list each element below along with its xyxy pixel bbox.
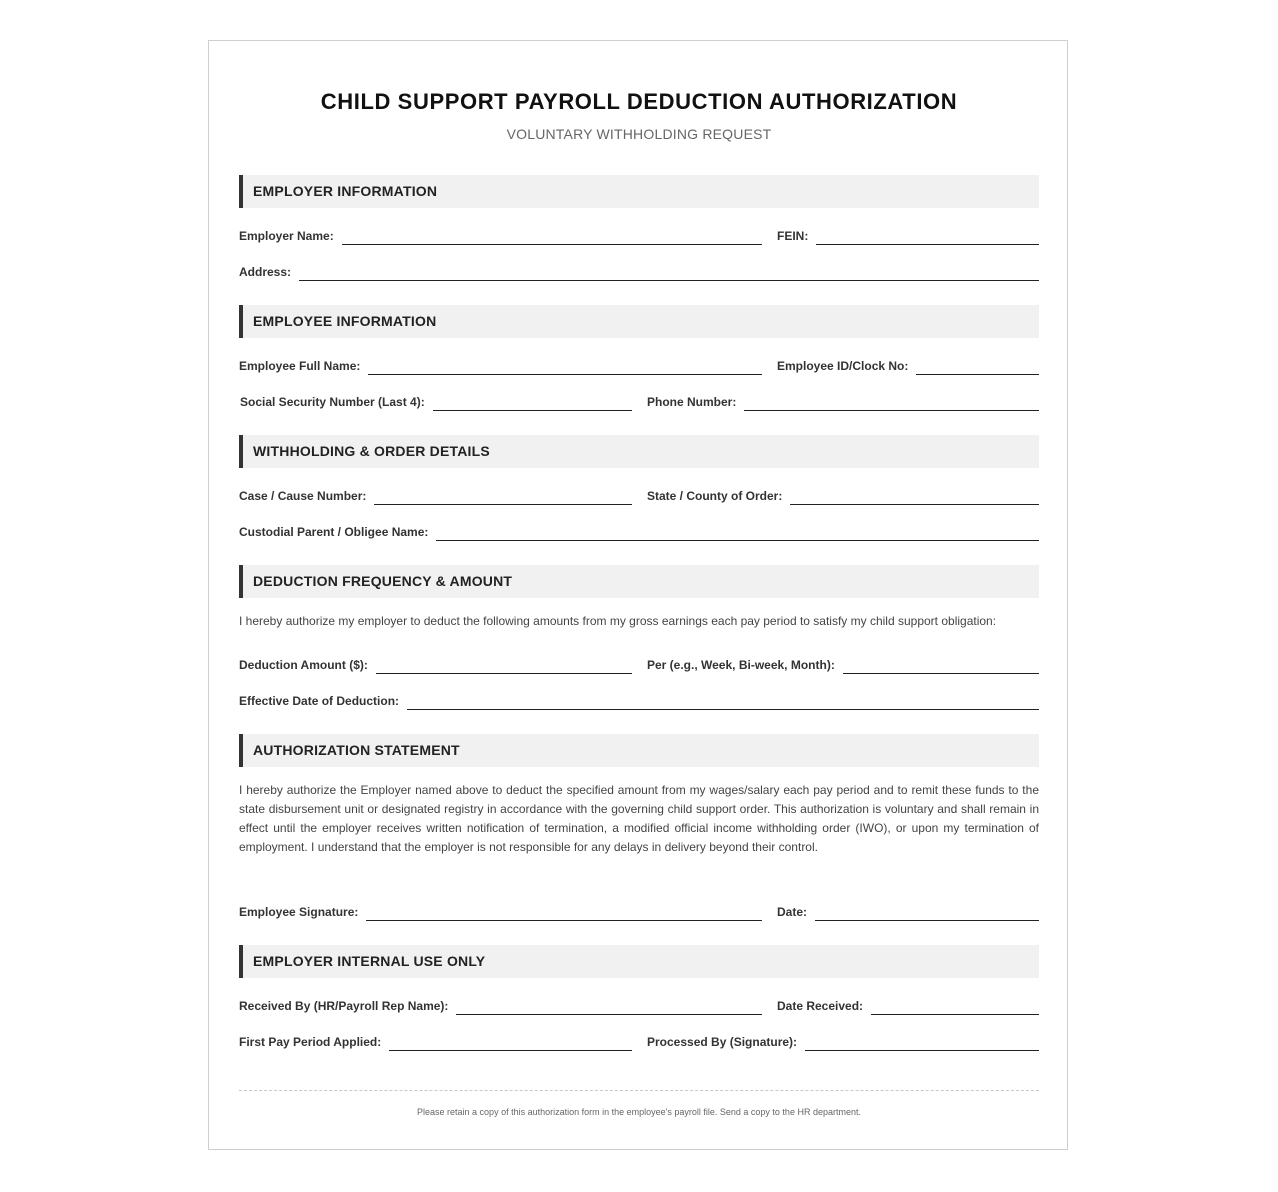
- deduction-intro-text: I hereby authorize my employer to deduct the following amounts from my gross earnings each pay period to satisfy my child support obligation:: [239, 614, 997, 628]
- deduction-amount-line[interactable]: [376, 655, 632, 674]
- row-pay-period-processed: [239, 1030, 1039, 1050]
- effective-date-field: [239, 689, 1039, 709]
- received-by-label: Received By (HR/Payroll Rep Name):: [239, 999, 449, 1013]
- employer-name-label: Employer Name:: [239, 229, 334, 243]
- first-pay-period-field: [239, 1030, 632, 1050]
- authorization-statement-text: I hereby authorize the Employer named above to deduct the specified amount from my wages/salary each pay period and to remit these funds to the state disbursement unit or designated registry in accordance with the governing child support order. This authorization is voluntary and shall remain in effect until the employer receives written notification of termination, a modified official income withholding order (IWO), or upon my termination of employment. I understand that the employer is not responsible for any delays in delivery beyond their control.: [239, 783, 1039, 854]
- address-field: [239, 260, 1039, 280]
- ssn-line[interactable]: [433, 392, 632, 411]
- employer-name-line[interactable]: [342, 226, 762, 245]
- row-signature-date: [239, 900, 1039, 920]
- section-authorization-statement: AUTHORIZATION STATEMENT: [239, 734, 1039, 767]
- case-number-field: [239, 484, 632, 504]
- phone-label: Phone Number:: [647, 395, 737, 409]
- signature-date-field: [777, 900, 1039, 920]
- fein-label: FEIN:: [777, 229, 809, 243]
- employee-signature-line[interactable]: [366, 902, 762, 921]
- address-label: Address:: [239, 265, 292, 279]
- phone-field: [647, 390, 1039, 410]
- state-county-label: State / County of Order:: [647, 489, 783, 503]
- date-received-line[interactable]: [871, 996, 1039, 1015]
- employee-id-label: Employee ID/Clock No:: [777, 359, 909, 373]
- ssn-field: [240, 390, 632, 410]
- row-employee-name-id: [239, 354, 1039, 374]
- obligee-label: Custodial Parent / Obligee Name:: [239, 525, 429, 539]
- row-received-by: [239, 994, 1039, 1014]
- section-withholding-order-details: WITHHOLDING & ORDER DETAILS: [239, 435, 1039, 468]
- row-case-state: [239, 484, 1039, 504]
- section-employee-information: EMPLOYEE INFORMATION: [239, 305, 1039, 338]
- footer-divider: [239, 1090, 1039, 1091]
- effective-date-line[interactable]: [407, 691, 1039, 710]
- state-county-line[interactable]: [790, 486, 1039, 505]
- date-received-field: [777, 994, 1039, 1014]
- form-title: CHILD SUPPORT PAYROLL DEDUCTION AUTHORIZATION: [320, 89, 958, 114]
- employer-name-field: [239, 224, 762, 244]
- row-amount-per: [239, 653, 1039, 673]
- employee-id-field: [777, 354, 1039, 374]
- row-employer-name-fein: [239, 224, 1039, 244]
- first-pay-period-line[interactable]: [389, 1032, 632, 1051]
- employee-signature-label: Employee Signature:: [239, 905, 359, 919]
- state-county-field: [647, 484, 1039, 504]
- date-received-label: Date Received:: [777, 999, 864, 1013]
- section-employer-internal-use: EMPLOYER INTERNAL USE ONLY: [239, 945, 1039, 978]
- obligee-field: [239, 520, 1039, 540]
- section-deduction-frequency-amount: DEDUCTION FREQUENCY & AMOUNT: [239, 565, 1039, 598]
- ssn-label: Social Security Number (Last 4):: [240, 395, 425, 409]
- signature-date-line[interactable]: [815, 902, 1039, 921]
- section-employer-information: EMPLOYER INFORMATION: [239, 175, 1039, 208]
- first-pay-period-label: First Pay Period Applied:: [239, 1035, 382, 1049]
- received-by-line[interactable]: [456, 996, 762, 1015]
- form-page: [208, 40, 1068, 1150]
- row-obligee: [239, 520, 1039, 540]
- case-number-line[interactable]: [374, 486, 632, 505]
- phone-line[interactable]: [744, 392, 1039, 411]
- effective-date-label: Effective Date of Deduction:: [239, 694, 400, 708]
- employee-full-name-field: [239, 354, 762, 374]
- employee-id-line[interactable]: [916, 356, 1039, 375]
- row-address: [239, 260, 1039, 280]
- footer-note: Please retain a copy of this authorization form in the employee's payroll file. Send a copy to the HR department.: [417, 1107, 861, 1117]
- processed-by-field: [647, 1030, 1039, 1050]
- address-line[interactable]: [299, 262, 1039, 281]
- row-effective-date: [239, 689, 1039, 709]
- employee-full-name-line[interactable]: [368, 356, 762, 375]
- form-subtitle: VOLUNTARY WITHHOLDING REQUEST: [506, 126, 772, 142]
- deduction-amount-field: [239, 653, 632, 673]
- signature-date-label: Date:: [777, 905, 808, 919]
- received-by-field: [239, 994, 762, 1014]
- deduction-amount-label: Deduction Amount ($):: [239, 658, 368, 672]
- processed-by-line[interactable]: [805, 1032, 1039, 1051]
- processed-by-label: Processed By (Signature):: [647, 1035, 798, 1049]
- fein-field: [777, 224, 1039, 244]
- row-ssn-phone: [239, 390, 1039, 410]
- employee-full-name-label: Employee Full Name:: [239, 359, 361, 373]
- fein-line[interactable]: [816, 226, 1039, 245]
- employee-signature-field: [239, 900, 762, 920]
- deduction-per-field: [647, 653, 1039, 673]
- deduction-per-line[interactable]: [843, 655, 1039, 674]
- case-number-label: Case / Cause Number:: [239, 489, 367, 503]
- deduction-per-label: Per (e.g., Week, Bi-week, Month):: [647, 658, 835, 672]
- obligee-line[interactable]: [436, 522, 1039, 541]
